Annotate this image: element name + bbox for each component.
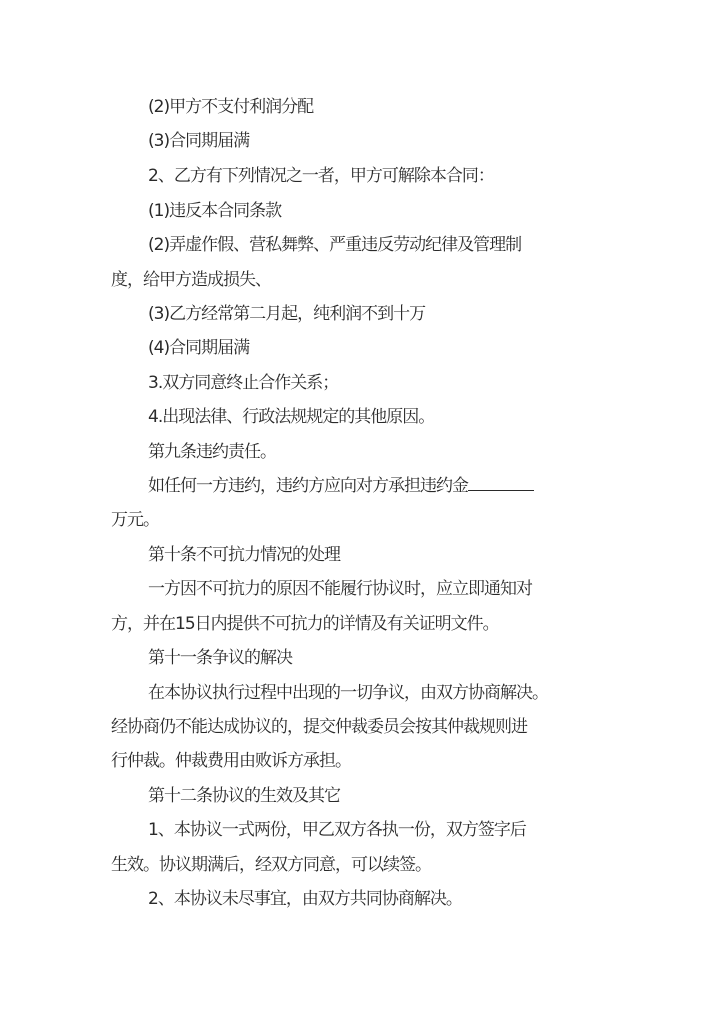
penalty-sentence: 如任何一方违约，违约方应向对方承担违约金	[148, 476, 468, 496]
text-line: 行仲裁。仲裁费用由败诉方承担。	[111, 751, 351, 771]
section-heading: 第十一条争议的解决	[148, 648, 292, 668]
section-heading: 第十二条协议的生效及其它	[148, 786, 340, 806]
text-line: 方，并在15日内提供不可抗力的详情及有关证明文件。	[111, 614, 499, 634]
text-line: 生效。协议期满后，经双方同意，可以续签。	[111, 855, 431, 875]
text-line: 4.出现法律、行政法规规定的其他原因。	[148, 407, 435, 427]
text-line: 经协商仍不能达成协议的，提交仲裁委员会按其仲裁规则进	[111, 717, 527, 737]
text-line: (4)合同期届满	[148, 338, 250, 358]
text-line: (1)违反本合同条款	[148, 201, 282, 221]
text-line: 1、本协议一式两份，甲乙双方各执一份，双方签字后	[148, 820, 526, 840]
text-line: 2、乙方有下列情况之一者，甲方可解除本合同：	[148, 166, 494, 186]
text-line: 万元。	[111, 510, 159, 530]
text-line: (2)甲方不支付利润分配	[148, 97, 314, 117]
text-line: 第九条违约责任。	[148, 442, 276, 462]
text-line: 度，给甲方造成损失、	[111, 270, 271, 290]
text-line: 一方因不可抗力的原因不能履行协议时，应立即通知对	[148, 579, 532, 599]
text-line: (3)合同期届满	[148, 131, 250, 151]
text-line: (3)乙方经常第二月起，纯利润不到十万	[148, 304, 426, 324]
section-heading: 第十条不可抗力情况的处理	[148, 545, 340, 565]
text-line: 2、本协议未尽事宜，由双方共同协商解决。	[148, 889, 462, 909]
text-line: (2)弄虚作假、营私舞弊、严重违反劳动纪律及管理制	[148, 235, 522, 255]
text-line: 3.双方同意终止合作关系；	[148, 373, 339, 393]
text-line: 在本协议执行过程中出现的一切争议，由双方协商解决。	[148, 683, 548, 703]
text-line-with-blank	[0, 475, 720, 497]
fill-in-blank	[468, 476, 534, 491]
